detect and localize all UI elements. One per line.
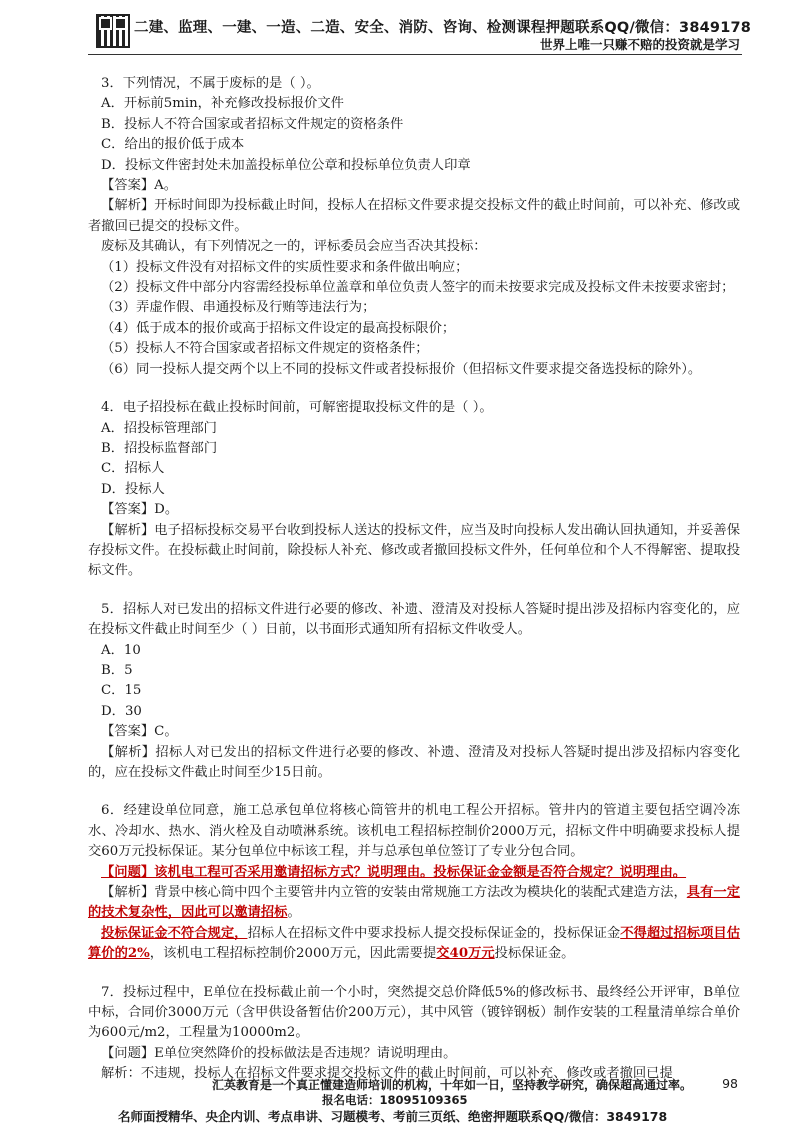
question-6-explanation-b-text-2: ，该机电工程招标控制价2000万元，因此需要提 (149, 946, 437, 962)
question-3-explanation: 【解析】开标时间即为投标截止时间，投标人在招标文件要求提交投标文件的截止时间前，可以补充、修改或者撤回已提交的投标文件。 (88, 198, 740, 234)
footer-slogan: 汇英教育是一个真正懂建造师培训的机构，十年如一日，坚持教学研究，确保超高通过率。 (212, 1078, 693, 1092)
question-3-option-b: B．投标人不符合国家或者招标文件规定的资格条件 (101, 116, 404, 132)
question-5-stem: 5．招标人对已发出的招标文件进行必要的修改、补遗、澄清及对投标人答疑时提出涉及招标内容变化的，应在投标文件截止时间至少（ ）日前，以书面形式通知所有招标文件收受人。 (88, 601, 740, 638)
question-5-option-b: B．5 (101, 662, 133, 678)
page-header (0, 0, 800, 60)
question-6-explanation-b (88, 924, 740, 965)
document-body (88, 74, 740, 1085)
question-3-stem: 3．下列情况，不属于废标的是（ ）。 (101, 76, 320, 91)
header-slogan: 世界上唯一只赚不赔的投资就是学习 (539, 37, 740, 52)
question-6-highlight-2: 投标保证金不符合规定， (101, 925, 248, 941)
question-3-explanation-intro: 废标及其确认，有下列情况之一的，评标委员会应当否决其投标： (101, 239, 487, 255)
question-4-answer: 【答案】D。 (101, 502, 179, 518)
qr-code-icon (96, 14, 130, 48)
question-7-question: 【问题】E单位突然降价的投标做法是否违规？请说明理由。 (101, 1045, 457, 1061)
footer-phone: 报名电话：18095109365 (322, 1093, 468, 1107)
question-3-answer: 【答案】A。 (101, 178, 178, 194)
question-7-explanation: 解析：不违规，投标人在招标文件要求提交投标文件的截止时间前，可以补充、修改或者撤回已提 (101, 1066, 673, 1082)
question-3-item-4: （4）低于成本的报价或高于招标文件设定的最高投标限价； (101, 320, 456, 336)
question-4-option-c: C．招标人 (101, 461, 165, 477)
question-6-explanation-a-end: 。 (287, 905, 301, 921)
question-3-item-2: （2）投标文件中部分内容需经投标单位盖章和单位负责人签字的而未按要求完成及投标文件未按要求密封； (101, 280, 735, 296)
page-number: 98 (722, 1076, 738, 1091)
question-3-option-c: C．给出的报价低于成本 (101, 137, 245, 153)
question-6-highlight-4: 交40万元 (436, 946, 495, 962)
question-5-option-d: D．30 (101, 703, 142, 719)
question-5-explanation: 【解析】招标人对已发出的招标文件进行必要的修改、补遗、澄清及对投标人答疑时提出涉及招标内容变化的，应在投标文件截止时间至少15日前。 (88, 744, 740, 780)
header-contact-line: 二建、监理、一建、一造、二造、安全、消防、咨询、检测课程押题联系QQ/微信：3849178 (134, 20, 752, 36)
question-4-option-b: B．招投标监督部门 (101, 440, 218, 456)
question-6-stem: 6．经建设单位同意，施工总承包单位将核心筒管井的机电工程公开招标。管井内的管道主要包括空调冷冻水、冷却水、热水、消火栓及自动喷淋系统。该机电工程招标控制价2000万元，招标文件中明确要求投标人提交60万元投标保证。某分包单位中标该工程，并与总承包单位签订了专业分包合同。 (88, 803, 740, 860)
question-3-item-1: （1）投标文件没有对招标文件的实质性要求和条件做出响应； (101, 259, 469, 275)
question-3-option-a: A．开标前5min，补充修改投标报价文件 (101, 96, 344, 112)
question-5-answer: 【答案】C。 (101, 724, 178, 740)
question-4-option-a: A．招投标管理部门 (101, 420, 217, 436)
question-4-stem: 4．电子招投标在截止投标时间前，可解密提取投标文件的是（ ）。 (101, 400, 493, 416)
question-4-option-d: D．投标人 (101, 481, 165, 497)
question-5-option-a: A．10 (101, 642, 141, 658)
question-3-item-3: （3）弄虚作假、串通投标及行贿等违法行为； (101, 300, 376, 316)
question-3-item-6: （6）同一投标人提交两个以上不同的投标文件或者投标报价（但招标文件要求提交备选投标的除外）。 (101, 361, 702, 377)
question-6-highlight-3: 不得超过招标项目估算价的2% (88, 925, 741, 962)
question-7-stem: 7．投标过程中，E单位在投标截止前一个小时，突然提交总价降低5%的修改标书、最终经公开评审，B单位中标，合同价3000万元（含甲供设备暂估价200万元），其中风管（镀锌钢板）制作安装的工程量清单综合单价为600元/m2，工程量为10000m2。 (88, 984, 740, 1041)
header-divider (88, 54, 742, 55)
question-6-explanation-b-end: 投标保证金。 (494, 946, 575, 962)
question-6-explanation-a (88, 883, 740, 924)
question-4-explanation: 【解析】电子招标投标交易平台收到投标人送达的投标文件，应当及时向投标人发出确认回执通知，并妥善保存投标文件。在投标截止时间前，除投标人补充、修改或者撤回投标文件外，任何单位和个人不得解密、提取投标文件。 (88, 522, 740, 579)
question-5-option-c: C．15 (101, 683, 142, 699)
footer-contact-line: 名师面授精华、央企内训、考点串讲、习题模考、考前三页纸、绝密押题联系QQ/微信：3849178 (118, 1109, 668, 1124)
question-3-option-d: D．投标文件密封处未加盖投标单位公章和投标单位负责人印章 (101, 157, 471, 173)
question-6-highlight-1: 具有一定的技术复杂性，因此可以邀请招标 (88, 885, 741, 921)
question-6-explanation-b-text: 招标人在招标文件中要求投标人提交投标保证金的，投标保证金 (247, 925, 621, 941)
question-6-question: 【问题】该机电工程可否采用邀请招标方式？说明理由。投标保证金金额是否符合规定？说明理由。 (101, 864, 687, 880)
question-6-explanation-a-text: 【解析】背景中核心筒中四个主要管井内立管的安装由常规施工方法改为模块化的装配式建造方法， (101, 885, 687, 901)
question-3-item-5: （5）投标人不符合国家或者招标文件规定的资格条件； (101, 341, 429, 357)
